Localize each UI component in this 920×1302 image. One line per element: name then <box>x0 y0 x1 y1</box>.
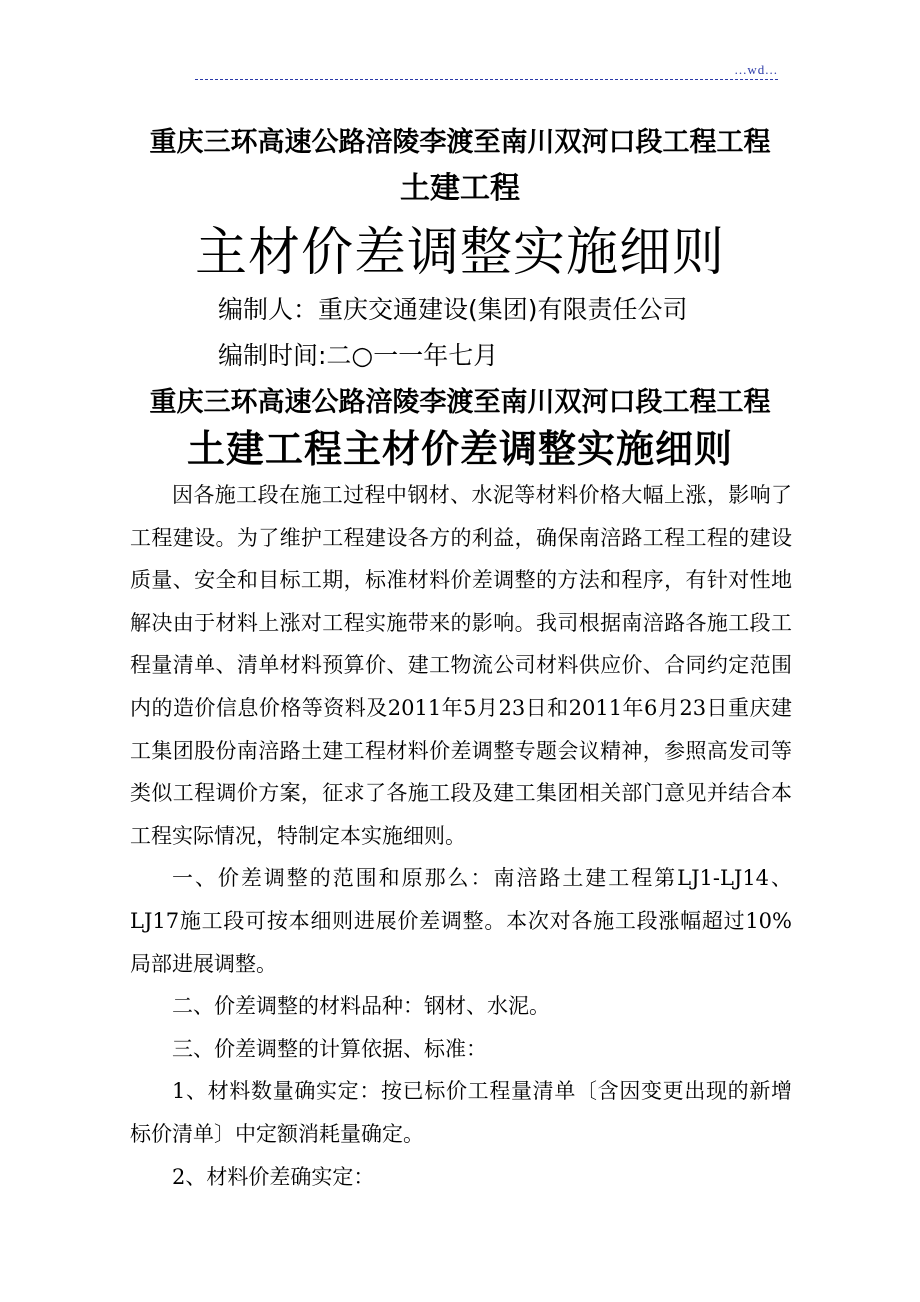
header-watermark: ...wd... <box>734 62 778 77</box>
paragraph-quantity: 1、材料数量确实定：按已标价工程量清单〔含因变更出现的新增标价清单〕中定额消耗量确定。 <box>130 1079 792 1146</box>
paragraph-intro: 因各施工段在施工过程中钢材、水泥等材料价格大幅上涨，影响了工程建设。为了维护工程建设各方的利益，确保南涪路工程工程的建设质量、安全和目标工期，标准材料价差调整的方法和程序，有针对性地解决由于材料上涨对工程实施带来的影响。我司根据南涪路各施工段工程量清单、清单材料预算价、建工物流公司材料供应价、合同约定范围内的造价信息价格等资料及2011年5月23日和2011年6月23日重庆建工集团股份南涪路土建工程材料价差调整专题会议精神，参照高发司等类似工程调价方案，征求了各施工段及建工集团相关部门意见并结合本工程实际情况，特制定本实施细则。 <box>130 483 792 848</box>
document-title-line2: 土建工程主材价差调整实施细则 <box>186 427 733 471</box>
cover-main-title: 主材价差调整实施细则 <box>194 223 725 283</box>
compile-date: 编制时间:二○一一年七月 <box>218 341 499 370</box>
paragraph-basis: 三、价差调整的计算依据、标准： <box>172 1036 487 1061</box>
document-body <box>130 474 792 1198</box>
header-divider <box>195 79 778 80</box>
paragraph-materials: 二、价差调整的材料品种：钢材、水泥。 <box>172 994 550 1019</box>
paragraph-scope: 一、价差调整的范围和原那么：南涪路土建工程第LJ1-LJ14、LJ17施工段可按本细则进展价差调整。本次对各施工段涨幅超过10%局部进展调整。 <box>130 866 792 976</box>
cover-title-line2: 土建工程 <box>400 171 520 206</box>
paragraph-price-diff: 2、材料价差确实定： <box>172 1164 375 1189</box>
cover-title-line1: 重庆三环高速公路涪陵李渡至南川双河口段工程工程 <box>149 127 771 158</box>
document-title-line1: 重庆三环高速公路涪陵李渡至南川双河口段工程工程 <box>149 387 771 418</box>
compiler: 编制人：重庆交通建设(集团)有限责任公司 <box>218 295 688 324</box>
